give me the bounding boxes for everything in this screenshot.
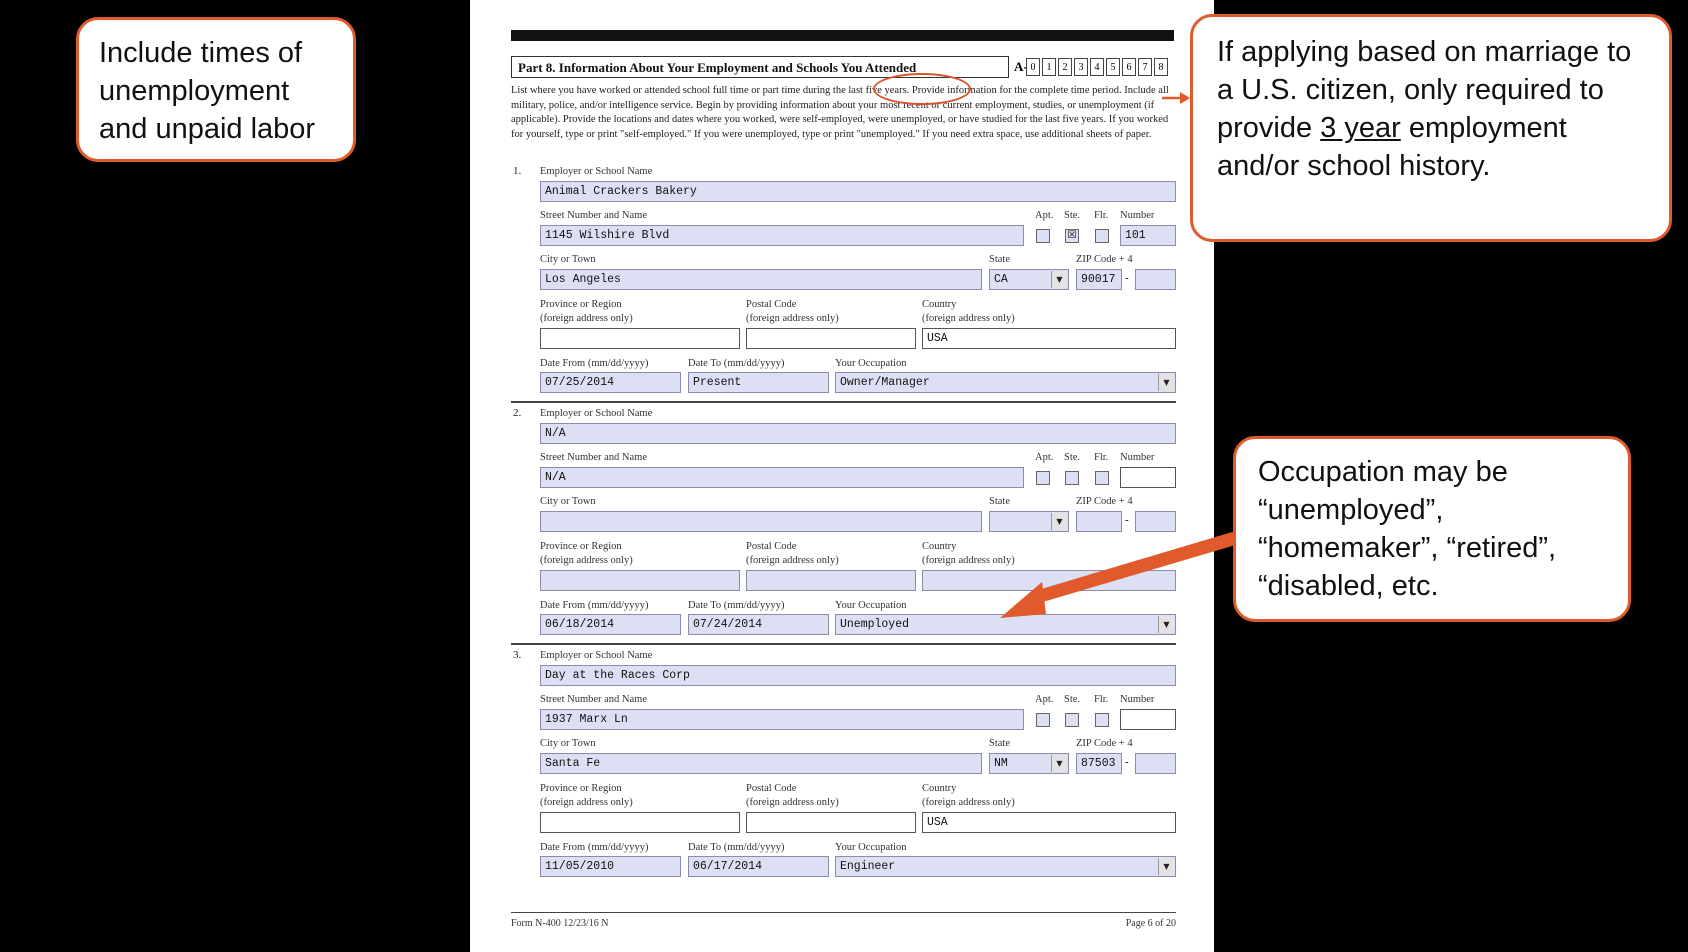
country-field[interactable]: USA	[922, 812, 1176, 833]
date-to-field[interactable]: Present	[688, 372, 829, 393]
zip-dash: -	[1125, 756, 1129, 768]
date-to-field[interactable]: 06/17/2014	[688, 856, 829, 877]
employer-name-field[interactable]: Animal Crackers Bakery	[540, 181, 1176, 202]
dropdown-arrow-icon: ▼	[1051, 513, 1067, 530]
a-number-digit[interactable]: 6	[1122, 58, 1136, 76]
date-from-label: Date From (mm/dd/yyyy)	[540, 358, 649, 369]
apt-label: Apt.	[1035, 452, 1054, 463]
occupation-value: Unemployed	[840, 618, 910, 631]
province-label: Province or Region	[540, 541, 622, 552]
date-from-label: Date From (mm/dd/yyyy)	[540, 600, 649, 611]
zip-label: ZIP Code + 4	[1076, 254, 1133, 265]
state-label: State	[989, 738, 1010, 749]
city-label: City or Town	[540, 254, 596, 265]
dropdown-arrow-icon: ▼	[1051, 755, 1067, 772]
employer-name-field[interactable]: N/A	[540, 423, 1176, 444]
country-field[interactable]: USA	[922, 328, 1176, 349]
street-label: Street Number and Name	[540, 210, 648, 221]
ste-label: Ste.	[1064, 694, 1081, 705]
dropdown-arrow-icon: ▼	[1051, 271, 1067, 288]
postal-sublabel: (foreign address only)	[746, 555, 839, 566]
a-number-digit[interactable]: 3	[1074, 58, 1088, 76]
callout-text: Include times of unemployment and unpaid labor	[99, 37, 316, 145]
flr-label: Flr.	[1094, 452, 1109, 463]
province-sublabel: (foreign address only)	[540, 313, 633, 324]
postal-sublabel: (foreign address only)	[746, 313, 839, 324]
ste-label: Ste.	[1064, 210, 1081, 221]
ste-label: Ste.	[1064, 452, 1081, 463]
date-to-label: Date To (mm/dd/yyyy)	[688, 842, 785, 853]
city-field[interactable]: Los Angeles	[540, 269, 982, 290]
number-label: Number	[1120, 210, 1155, 221]
zip-field[interactable]: 90017	[1076, 269, 1122, 290]
state-value: NM	[994, 757, 1008, 770]
instructions-text: List where you have worked or attended school full time or part time during the last five years. Provide information for the complete time period. Include all military, police, and/or intelligence service. Begin by providing information about your most recent or current employment, studies, or unemployment (if applicable). Provide the locations and dates where you worked, were self-employed, were unemployed, or have studied for the last five years. If you worked for yourself, type or print "self-employed." If you were unemployed, type or print "unemployed." If you need extra space, use additional sheets of paper.	[511, 85, 1169, 140]
state-label: State	[989, 496, 1010, 507]
zip-field[interactable]: 87503	[1076, 753, 1122, 774]
postal-sublabel: (foreign address only)	[746, 797, 839, 808]
country-sublabel: (foreign address only)	[922, 797, 1015, 808]
apt-label: Apt.	[1035, 210, 1054, 221]
date-from-field[interactable]: 11/05/2010	[540, 856, 681, 877]
a-number-prefix: A-	[1014, 59, 1028, 74]
zip-dash: -	[1125, 272, 1129, 284]
occupation-value: Engineer	[840, 860, 896, 873]
date-from-label: Date From (mm/dd/yyyy)	[540, 842, 649, 853]
a-number-digit[interactable]: 5	[1106, 58, 1120, 76]
entry-number: 3.	[513, 649, 522, 661]
form-footer-id: Form N-400 12/23/16 N	[511, 918, 609, 929]
date-to-field[interactable]: 07/24/2014	[688, 614, 829, 635]
a-number-digit[interactable]: 2	[1058, 58, 1072, 76]
arrow-head-icon	[1000, 582, 1046, 618]
number-label: Number	[1120, 452, 1155, 463]
occupation-value: Owner/Manager	[840, 376, 930, 389]
street-label: Street Number and Name	[540, 452, 648, 463]
date-to-label: Date To (mm/dd/yyyy)	[688, 600, 785, 611]
callout-underlined: 3 year	[1320, 112, 1401, 144]
arrow-head-icon	[1180, 92, 1190, 104]
city-label: City or Town	[540, 496, 596, 507]
state-value: CA	[994, 273, 1008, 286]
a-number-digit[interactable]: 8	[1154, 58, 1168, 76]
country-label: Country	[922, 299, 957, 310]
country-sublabel: (foreign address only)	[922, 313, 1015, 324]
city-label: City or Town	[540, 738, 596, 749]
callout-text: Occupation may be “unemployed”, “homemaker”, “retired”, “disabled, etc.	[1258, 456, 1557, 602]
callout-text-part: If applying based on marriage to a U.S. citizen, only required to provide	[1217, 36, 1632, 144]
state-label: State	[989, 254, 1010, 265]
callout-marriage	[1190, 14, 1672, 242]
occupation-label: Your Occupation	[835, 600, 907, 611]
province-label: Province or Region	[540, 299, 622, 310]
dropdown-arrow-icon: ▼	[1158, 616, 1174, 633]
city-field[interactable]: Santa Fe	[540, 753, 982, 774]
a-number-digit[interactable]: 0	[1026, 58, 1040, 76]
entry-number: 1.	[513, 165, 522, 177]
part-title: Part 8. Information About Your Employment and Schools You Attended	[511, 56, 1009, 78]
arrow-left-icon	[1036, 532, 1250, 604]
country-label: Country	[922, 783, 957, 794]
occupation-label: Your Occupation	[835, 842, 907, 853]
zip-label: ZIP Code + 4	[1076, 496, 1133, 507]
callout-text-part: employment and/or school history.	[1217, 112, 1567, 182]
dropdown-arrow-icon: ▼	[1158, 374, 1174, 391]
street-label: Street Number and Name	[540, 694, 648, 705]
date-from-field[interactable]: 06/18/2014	[540, 614, 681, 635]
date-from-field[interactable]: 07/25/2014	[540, 372, 681, 393]
employer-label: Employer or School Name	[540, 650, 653, 661]
a-number-digit[interactable]: 1	[1042, 58, 1056, 76]
unit-number-field[interactable]: 101	[1120, 225, 1176, 246]
employer-label: Employer or School Name	[540, 408, 653, 419]
dropdown-arrow-icon: ▼	[1158, 858, 1174, 875]
postal-label: Postal Code	[746, 541, 797, 552]
occupation-label: Your Occupation	[835, 358, 907, 369]
employer-name-field[interactable]: Day at the Races Corp	[540, 665, 1176, 686]
flr-label: Flr.	[1094, 694, 1109, 705]
a-number-digit[interactable]: 7	[1138, 58, 1152, 76]
province-sublabel: (foreign address only)	[540, 797, 633, 808]
ste-checkbox[interactable]: ☒	[1065, 229, 1079, 243]
callout-occupation	[1233, 436, 1631, 622]
country-label: Country	[922, 541, 957, 552]
province-sublabel: (foreign address only)	[540, 555, 633, 566]
entry-number: 2.	[513, 407, 522, 419]
postal-label: Postal Code	[746, 299, 797, 310]
page-number: Page 6 of 20	[1125, 918, 1176, 929]
flr-label: Flr.	[1094, 210, 1109, 221]
a-number-digit[interactable]: 4	[1090, 58, 1104, 76]
number-label: Number	[1120, 694, 1155, 705]
apt-label: Apt.	[1035, 694, 1054, 705]
date-to-label: Date To (mm/dd/yyyy)	[688, 358, 785, 369]
zip-label: ZIP Code + 4	[1076, 738, 1133, 749]
province-label: Province or Region	[540, 783, 622, 794]
country-sublabel: (foreign address only)	[922, 555, 1015, 566]
callout-unemployment	[76, 17, 356, 162]
street-field[interactable]: 1145 Wilshire Blvd	[540, 225, 1024, 246]
street-field[interactable]: 1937 Marx Ln	[540, 709, 1024, 730]
postal-label: Postal Code	[746, 783, 797, 794]
zip-dash: -	[1125, 514, 1129, 526]
employer-label: Employer or School Name	[540, 166, 653, 177]
street-field[interactable]: N/A	[540, 467, 1024, 488]
